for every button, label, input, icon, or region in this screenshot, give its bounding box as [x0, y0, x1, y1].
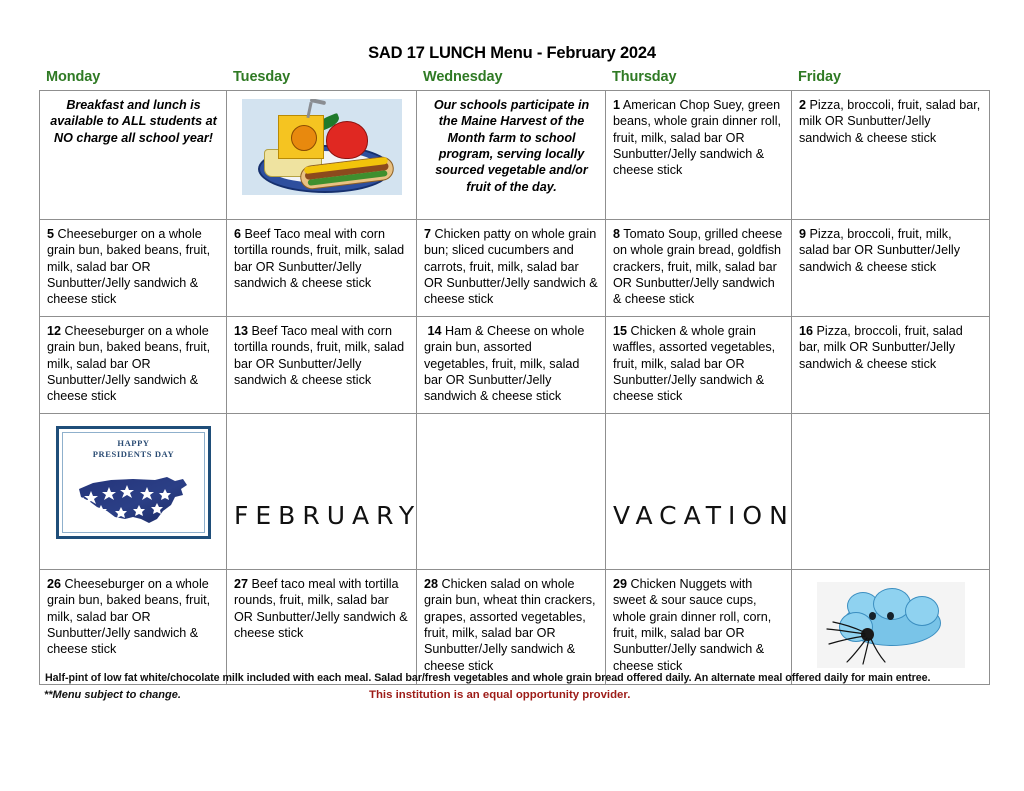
page-title: SAD 17 LUNCH Menu - February 2024 — [368, 44, 656, 62]
cell-day-14 — [417, 317, 606, 414]
day-header-wednesday: Wednesday — [423, 69, 503, 85]
footer — [39, 672, 989, 705]
cell-day-16 — [792, 317, 990, 414]
presidents-day-icon — [56, 426, 211, 539]
calendar-week-5 — [40, 570, 990, 685]
vacation-text-part-1: FEBRUARY — [234, 501, 422, 531]
day-header-monday: Monday — [46, 69, 101, 85]
day-number: 14 — [427, 324, 442, 338]
cell-day-5 — [40, 220, 227, 317]
menu-text: Ham & Cheese on whole grain bun, assorted vegetables, fruit, milk, salad bar OR Sunbutter/Jelly sandwich & cheese stick — [424, 324, 585, 404]
cell-day-6 — [227, 220, 417, 317]
menu-text: Beef taco meal with tortilla rounds, fruit, milk, salad bar OR Sunbutter/Jelly sandwich & cheese stick — [234, 577, 408, 641]
vacation-text-part-2: VACATION — [613, 501, 795, 531]
menu-text: Chicken Nuggets with sweet & sour sauce cups, whole grain dinner roll, corn, fruit, milk, salad bar OR Sunbutter/Jelly sandwich & cheese stick — [613, 577, 772, 673]
day-number: 13 — [234, 324, 249, 338]
cell-day-2 — [792, 91, 990, 220]
presidents-day-caption — [59, 438, 208, 459]
footer-menu-subject-note: **Menu subject to change. — [44, 689, 181, 701]
footer-equal-opportunity: This institution is an equal opportunity provider. — [369, 689, 631, 701]
menu-text: American Chop Suey, green beans, whole grain dinner roll, fruit, milk, salad bar OR Sunbutter/Jelly sandwich & cheese stick — [613, 98, 782, 178]
menu-text: Pizza, broccoli, fruit, milk, salad bar OR Sunbutter/Jelly sandwich & cheese stick — [799, 227, 961, 274]
presidents-day-line-1: HAPPY — [117, 438, 150, 448]
cell-day-13 — [227, 317, 417, 414]
day-number: 7 — [424, 227, 432, 241]
cell-day-27 — [227, 570, 417, 685]
calendar-week-4 — [40, 414, 990, 570]
calendar-week-3 — [40, 317, 990, 414]
vacation-text-spacer — [424, 452, 599, 533]
day-number: 28 — [424, 577, 439, 591]
day-number: 26 — [47, 577, 62, 591]
menu-text: Tomato Soup, grilled cheese on whole grain bread, goldfish crackers, fruit, milk, salad bar OR Sunbutter/Jelly sandwich & cheese stick — [613, 227, 783, 307]
cell-day-29 — [606, 570, 792, 685]
menu-text: Cheeseburger on a whole grain bun, baked beans, fruit, milk, salad bar OR Sunbutter/Jelly sandwich & cheese stick — [47, 577, 211, 657]
day-number: 8 — [613, 227, 621, 241]
menu-text: Chicken patty on whole grain bun; sliced cucumbers and carrots, fruit, milk, salad bar OR Sunbutter/Jelly sandwich & cheese stick — [424, 227, 598, 307]
cell-day-28 — [417, 570, 606, 685]
menu-text: Pizza, broccoli, fruit, salad bar, milk OR Sunbutter/Jelly sandwich & cheese stick — [799, 98, 981, 145]
day-header-tuesday: Tuesday — [233, 69, 291, 85]
cell-vacation-spacer — [417, 414, 606, 570]
cell-day-15 — [606, 317, 792, 414]
day-number: 16 — [799, 324, 814, 338]
day-number: 5 — [47, 227, 55, 241]
calendar-grid — [39, 90, 990, 685]
calendar-week-2 — [40, 220, 990, 317]
menu-text: Pizza, broccoli, fruit, salad bar, milk OR Sunbutter/Jelly sandwich & cheese stick — [799, 324, 963, 371]
day-header-friday: Friday — [798, 69, 841, 85]
day-number: 2 — [799, 98, 807, 112]
day-number: 9 — [799, 227, 807, 241]
menu-text: Beef Taco meal with corn tortilla rounds, fruit, milk, salad bar OR Sunbutter/Jelly sandwich & cheese stick — [234, 324, 405, 388]
us-map-icon — [71, 467, 199, 529]
footer-second-row — [39, 689, 989, 705]
cell-day-26 — [40, 570, 227, 685]
day-number: 12 — [47, 324, 62, 338]
menu-text: Chicken salad on whole grain bun, wheat thin crackers, grapes, assorted vegetables, fruit, milk, salad bar OR Sunbutter/Jelly sandwich & cheese stick — [424, 577, 596, 673]
cell-cloud-clipart — [792, 570, 990, 685]
cell-day-9 — [792, 220, 990, 317]
menu-text: Beef Taco meal with corn tortilla rounds, fruit, milk, salad bar OR Sunbutter/Jelly sandwich & cheese stick — [234, 227, 405, 291]
cell-day-8 — [606, 220, 792, 317]
menu-text: Cheeseburger on a whole grain bun, baked beans, fruit, milk, salad bar OR Sunbutter/Jelly sandwich & cheese stick — [47, 324, 211, 404]
lunch-tray-icon — [242, 99, 402, 195]
day-number: 6 — [234, 227, 242, 241]
footer-main-text: Half-pint of low fat white/chocolate milk included with each meal. Salad bar/fresh vegetables and whole grain bread offered daily. An alternate meal offered daily for main entree. — [45, 672, 931, 684]
notice-maine-harvest: Our schools participate in the Maine Harvest of the Month farm to school program, serving locally sourced vegetable and/or fruit of the day. — [417, 91, 606, 220]
day-number: 15 — [613, 324, 628, 338]
cell-lunch-clipart — [227, 91, 417, 220]
menu-text: Chicken & whole grain waffles, assorted vegetables, fruit, milk, salad bar OR Sunbutter/Jelly sandwich & cheese stick — [613, 324, 776, 404]
calendar-week-1 — [40, 91, 990, 220]
day-number: 29 — [613, 577, 628, 591]
cell-day-1 — [606, 91, 792, 220]
day-header-thursday: Thursday — [612, 69, 677, 85]
cell-vacation-label-left — [227, 414, 422, 570]
windy-cloud-icon — [817, 582, 965, 668]
cell-day-12 — [40, 317, 227, 414]
cell-presidents-day — [40, 414, 227, 570]
cell-day-7 — [417, 220, 606, 317]
day-number: 1 — [613, 98, 621, 112]
weekday-header-row — [39, 69, 989, 85]
day-number: 27 — [234, 577, 249, 591]
notice-free-meals: Breakfast and lunch is available to ALL students at NO charge all school year! — [40, 91, 227, 220]
presidents-day-line-2: PRESIDENTS DAY — [92, 448, 175, 459]
menu-text: Cheeseburger on a whole grain bun, baked beans, fruit, milk, salad bar OR Sunbutter/Jelly sandwich & cheese stick — [47, 227, 211, 307]
wind-lines-icon — [817, 582, 965, 668]
cell-vacation-label-right — [606, 414, 795, 570]
cell-vacation-empty — [792, 414, 990, 570]
